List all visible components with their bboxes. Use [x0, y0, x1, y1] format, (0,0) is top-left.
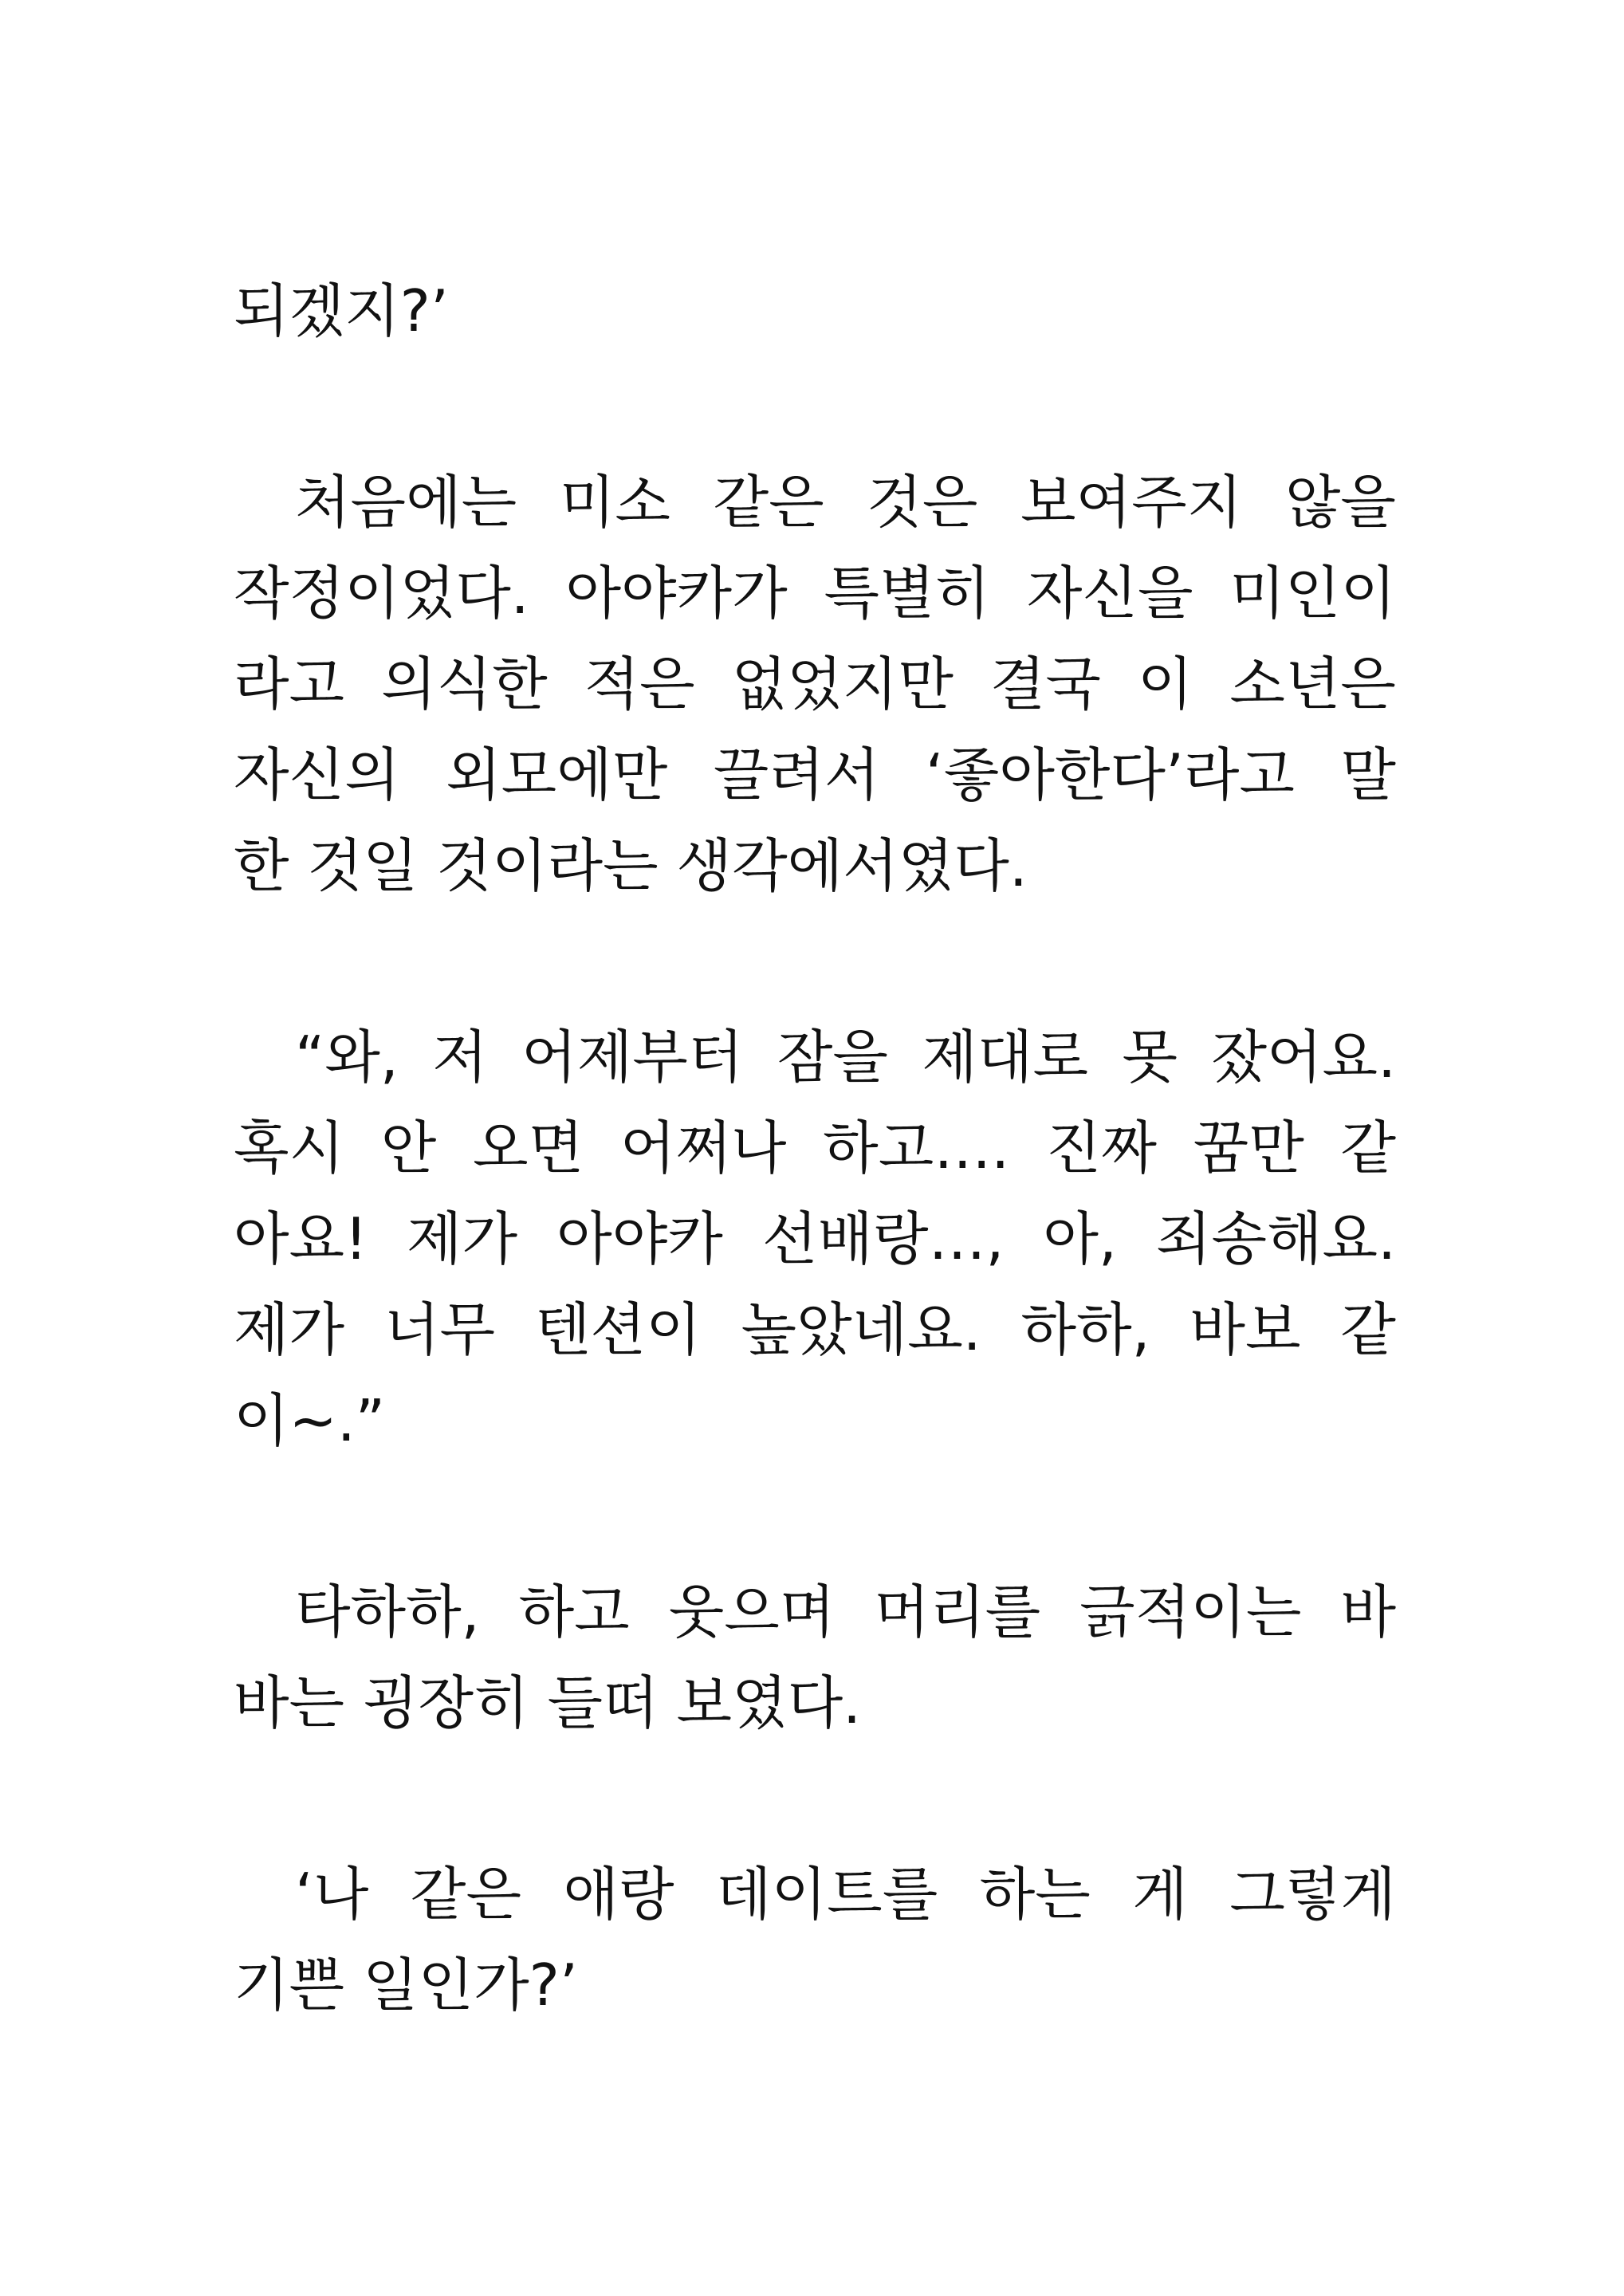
text-line: 되겠지?’: [234, 277, 449, 344]
text-line: 타하하, 하고 웃으며 머리를 긁적이는 바: [295, 1578, 1396, 1645]
text-line: 자신의 외모에만 끌려서 ‘좋아한다’라고 말: [234, 741, 1396, 808]
text-line: 혹시 안 오면 어쩌나 하고…. 진짜 꿈만 같: [234, 1115, 1396, 1181]
text-line: 이~.”: [234, 1387, 386, 1454]
text-line: 라고 의식한 적은 없었지만 결국 이 소년은: [234, 651, 1396, 718]
text-line: 처음에는 미소 같은 것은 보여주지 않을: [295, 469, 1396, 536]
text-line: 기쁜 일인가?’: [234, 1952, 578, 2019]
text-line: 제가 너무 텐션이 높았네요. 하하, 바보 같: [234, 1296, 1396, 1363]
text-line: ‘나 같은 애랑 데이트를 하는 게 그렇게: [295, 1861, 1396, 1928]
text-line: 바는 굉장히 들떠 보였다.: [234, 1669, 862, 1736]
text-line: 작정이었다. 아야카가 특별히 자신을 미인이: [234, 560, 1396, 627]
text-line: “와, 저 어제부터 잠을 제대로 못 잤어요.: [295, 1024, 1396, 1091]
text-line: 아요! 제가 아야카 선배랑…, 아, 죄송해요.: [234, 1205, 1396, 1272]
text-line: 한 것일 것이라는 생각에서였다.: [234, 832, 1028, 899]
